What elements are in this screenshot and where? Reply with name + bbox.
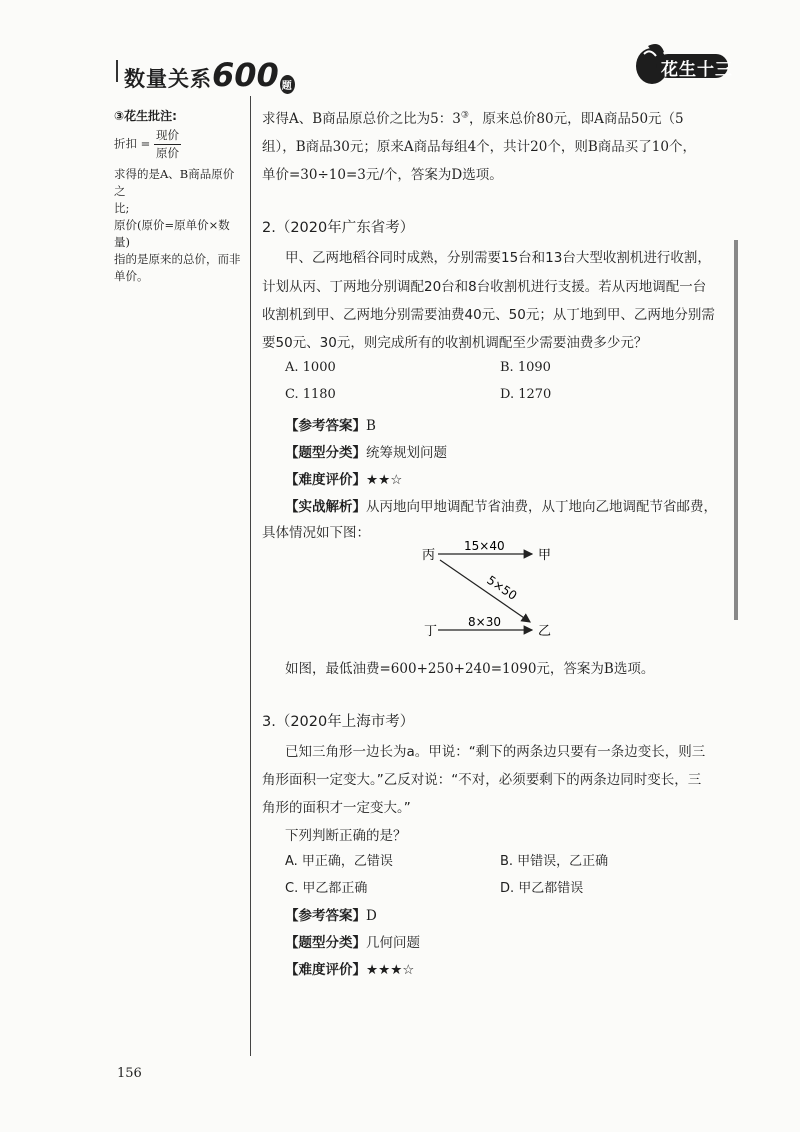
type-label: 【题型分类】 xyxy=(285,445,366,461)
question-3-body-line: 下列判断正确的是？ xyxy=(285,828,407,844)
column-divider xyxy=(250,96,251,1056)
book-title xyxy=(124,56,295,94)
node-jia: 甲 xyxy=(538,548,552,563)
label-bottom: 8×30 xyxy=(468,615,501,629)
q2-type xyxy=(285,441,447,461)
node-bing: 丙 xyxy=(422,548,436,563)
header-divider xyxy=(116,60,118,82)
option-c: C. 甲乙都正确 xyxy=(285,881,368,896)
option-a: A. 甲正确，乙错误 xyxy=(285,854,393,869)
page-edge-bar xyxy=(734,240,738,620)
analysis-label: 【实战解析】 xyxy=(285,499,366,515)
q3-difficulty xyxy=(285,958,414,978)
type-label: 【题型分类】 xyxy=(285,935,366,951)
option-d: D. 1270 xyxy=(500,387,552,402)
node-ding: 丁 xyxy=(424,624,438,639)
label-top: 15×40 xyxy=(464,539,505,553)
annotation-formula xyxy=(114,127,244,162)
book-title-text: 数量关系 xyxy=(124,67,212,91)
formula-denominator: 原价 xyxy=(155,146,179,160)
difficulty-stars: ★★★☆ xyxy=(366,962,415,978)
formula-numerator: 现价 xyxy=(154,127,181,145)
logo-text: 花生十三 xyxy=(661,60,733,80)
answer-value: B xyxy=(366,418,376,434)
type-value: 几何问题 xyxy=(366,935,420,951)
formula-fraction xyxy=(154,127,181,162)
q2-difficulty xyxy=(285,468,402,488)
q2-analysis xyxy=(285,495,717,515)
q3-answer xyxy=(285,904,377,924)
question-3-body-line: 已知三角形一边长为a。甲说：“剩下的两条边只要有一条边变长，则三 xyxy=(285,744,706,760)
option-c: C. 1180 xyxy=(285,387,336,402)
continuation-text: ，原来总价80元，即A商品50元（5 xyxy=(468,111,684,127)
question-2-body-line: 甲、乙两地稻谷同时成熟，分别需要15台和13台大型收割机进行收割， xyxy=(285,250,711,266)
option-d: D. 甲乙都错误 xyxy=(500,881,584,896)
difficulty-stars: ★★☆ xyxy=(366,472,403,488)
answer-label: 【参考答案】 xyxy=(285,908,366,924)
book-title-suffix: 题 xyxy=(280,75,295,94)
annotation-line: 比; xyxy=(114,201,130,215)
question-2-body-line: 收割机到甲、乙两地分别需要油费40元、50元；从丁地到甲、乙两地分别需 xyxy=(262,307,715,323)
answer-label: 【参考答案】 xyxy=(285,418,366,434)
question-2-body-line: 计划从丙、丁两地分别调配20台和8台收割机进行支援。若从丙地调配一台 xyxy=(262,279,707,295)
q2-answer xyxy=(285,414,376,434)
sidebar-annotation xyxy=(114,108,244,285)
label-diagonal: 5×50 xyxy=(484,572,520,603)
q3-type xyxy=(285,931,420,951)
transport-diagram xyxy=(420,538,570,648)
question-3-heading: 3.（2020年上海市考） xyxy=(262,714,415,730)
q2-conclusion: 如图，最低油费=600+250+240=1090元，答案为B选项。 xyxy=(285,661,655,677)
formula-lhs: 折扣 = xyxy=(114,136,151,151)
difficulty-label: 【难度评价】 xyxy=(285,472,366,488)
question-3-body-line: 角形的面积才一定变大。” xyxy=(262,800,411,816)
option-a: A. 1000 xyxy=(285,360,336,375)
type-value: 统筹规划问题 xyxy=(366,445,447,461)
annotation-title: ③花生批注: xyxy=(114,109,177,123)
question-2-heading: 2.（2020年广东省考） xyxy=(262,220,415,236)
difficulty-label: 【难度评价】 xyxy=(285,962,366,978)
continuation-text: 求得A、B商品原总价之比为5：3 xyxy=(262,111,461,127)
option-b: B. 1090 xyxy=(500,360,551,375)
footnote-marker: ③ xyxy=(460,110,469,121)
continuation-line: 单价=30÷10=3元/个，答案为D选项。 xyxy=(262,167,503,183)
annotation-line: 原价(原价=原单价×数量) xyxy=(114,218,230,249)
page-number: 156 xyxy=(117,1066,142,1081)
option-b: B. 甲错误，乙正确 xyxy=(500,854,609,869)
continuation-line xyxy=(262,107,684,127)
annotation-line: 单价。 xyxy=(114,269,149,283)
node-yi: 乙 xyxy=(538,624,552,639)
continuation-line: 组），B商品30元；原来A商品每组4个，共计20个，则B商品买了10个， xyxy=(262,139,696,155)
answer-value: D xyxy=(366,908,377,924)
annotation-line: 指的是原来的总价，而非 xyxy=(114,252,241,266)
analysis-text: 从丙地向甲地调配节省油费，从丁地向乙地调配节省邮费， xyxy=(366,499,717,515)
question-2-body-line: 要50元、30元，则完成所有的收割机调配至少需要油费多少元？ xyxy=(262,335,648,351)
annotation-line: 求得的是A、B商品原价之 xyxy=(114,167,235,198)
analysis-line: 具体情况如下图： xyxy=(262,525,370,541)
question-3-body-line: 角形面积一定变大。”乙反对说：“不对，必须要剩下的两条边同时变长，三 xyxy=(262,772,702,788)
book-title-number: 600 xyxy=(212,56,279,94)
